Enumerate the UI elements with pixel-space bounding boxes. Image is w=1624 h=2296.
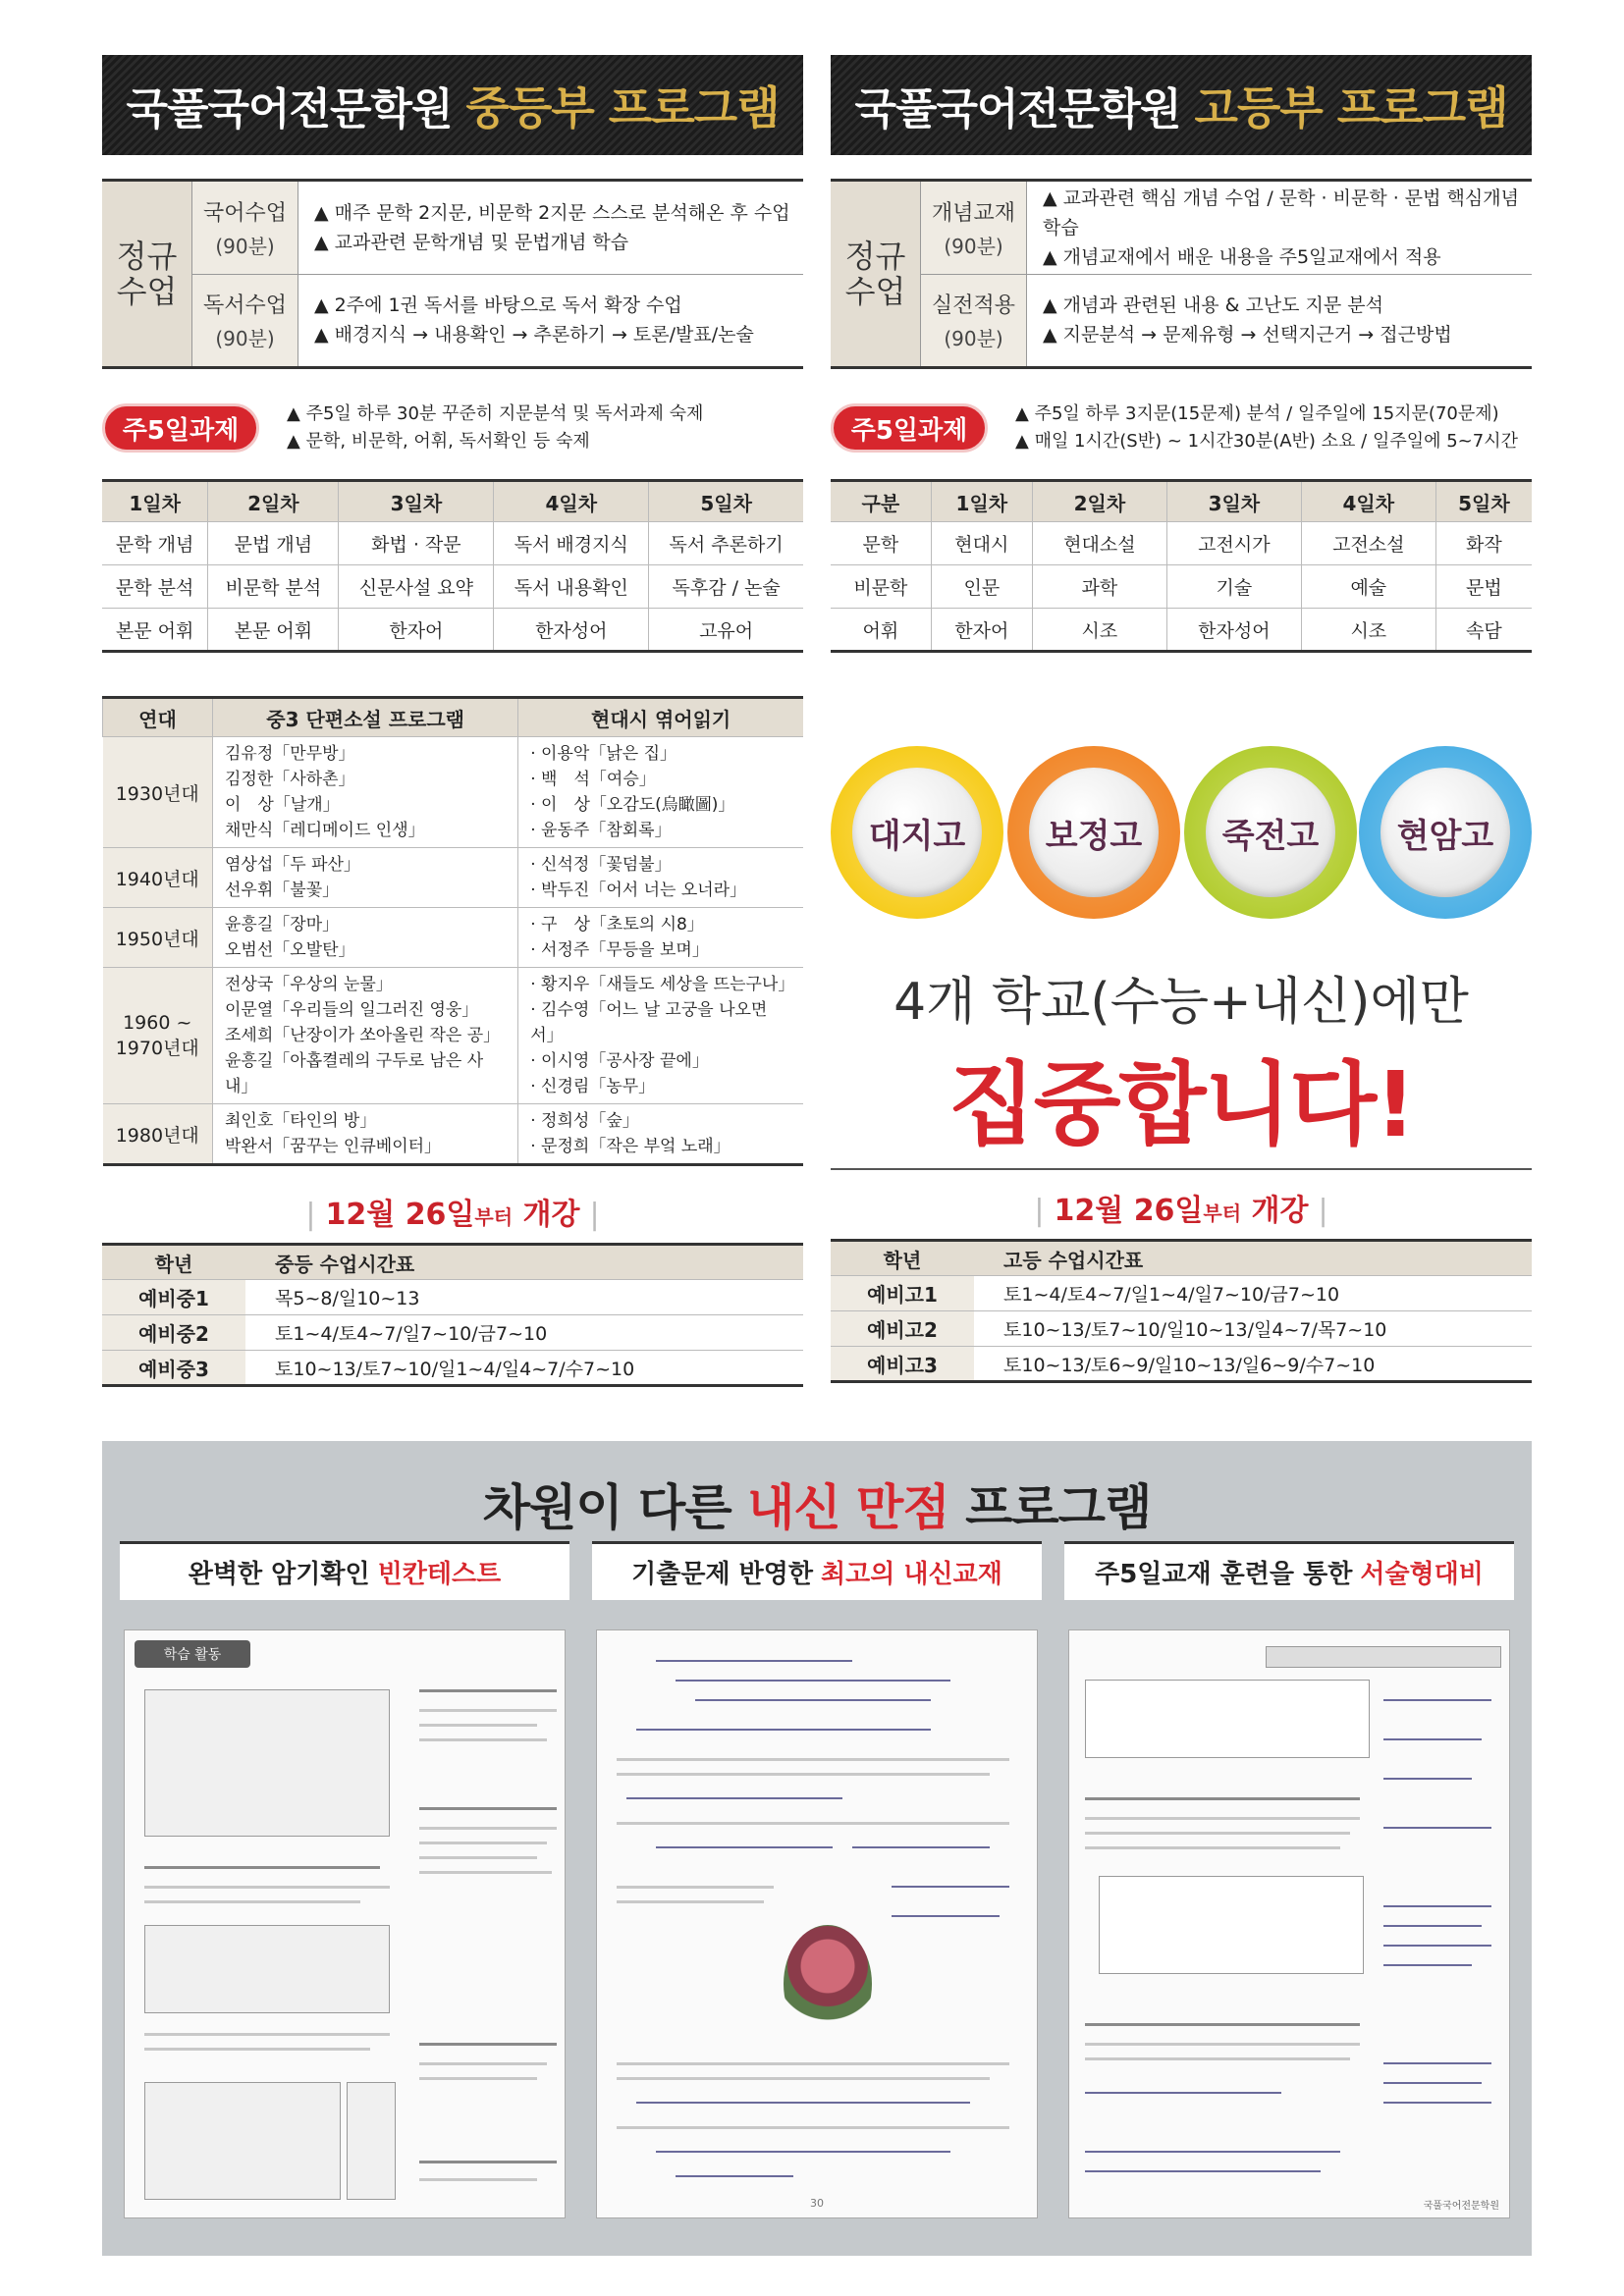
- banner-highlight: 고등부 프로그램: [1194, 81, 1508, 134]
- flower-illustration: [784, 1925, 872, 2043]
- essay-prep-panel: [1064, 1541, 1514, 2236]
- table-row: 1980년대 최인호「타인의 방」 박완서「꿈꾸는 인큐베이터」 · 정희성「숲」 · 문정희「작은 부엌 노래」: [103, 1104, 804, 1165]
- homework-badge: 주5일과제: [102, 403, 259, 453]
- opening-date: | 12월 26일부터 개강 |: [305, 1198, 600, 1232]
- middle-school-schedule-table: 학년 중등 수업시간표 예비중1 목5~8/일10~13 예비중2 토1~4/토4~7/일7~10/금7~10 예비중3 토10~13/토7~10/일1~4/일4~7/수7~10: [102, 1243, 803, 1387]
- workbook-preview: [1068, 1629, 1510, 2218]
- regular-class-header: 정규 수업: [831, 182, 921, 366]
- panel-tab: 주5일교재 훈련을 통한 서술형대비: [1064, 1541, 1514, 1600]
- table-row: 예비고3 토10~13/토6~9/일10~13/일6~9/수7~10: [831, 1347, 1532, 1382]
- table-row: 1960 ~ 1970년대 전상국「우상의 눈물」 이문열「우리들의 일그러진 영웅」 조세희「난장이가 쏘아올린 작은 공」 윤흥길「아홉켤레의 구두로 남은 사내」 · 황지우「새들도 세상을 뜨는구나」 · 김수영「어느 날 고궁을 나오면서」 · 이시영「공사장 끝에」 · 신경림「농무」: [103, 968, 804, 1104]
- panel-tab: 기출문제 반영한 최고의 내신교재: [592, 1541, 1042, 1600]
- bottom-title: 차원이 다른 내신 만점 프로그램: [482, 1479, 1152, 1536]
- weekly-homework-table: 구분 1일차 2일차 3일차 4일차 5일차 문학 현대시 현대소설 고전시가 고전소설 화작 비문학 인문 과학 기술 예술 문법 어휘 한자어 시조 한자성어 시조 속담: [831, 479, 1532, 653]
- table-row: 문학 분석 비문학 분석 신문사설 요약 독서 내용확인 독후감 / 논술: [102, 565, 803, 609]
- homework-section: 주5일과제 ▲ 주5일 하루 30분 꾸준히 지문분석 및 독서과제 숙제 ▲ 문학, 비문학, 어휘, 독서확인 등 숙제: [102, 399, 803, 457]
- activity-badge: 학습 활동: [135, 1640, 250, 1668]
- school-circles: [831, 746, 1532, 952]
- regular-class-row: 개념교재 (90분) ▲ 교과관련 핵심 개념 수업 / 문학 · 비문학 · 문법 핵심개념 학습 ▲ 개념교재에서 배운 내용을 주5일교재에서 적용: [921, 182, 1532, 274]
- middle-school-column: [102, 55, 803, 1387]
- panel-tab: 완벽한 암기확인 빈칸테스트: [120, 1541, 569, 1600]
- regular-class-table: [102, 179, 803, 369]
- high-school-schedule: [831, 1186, 1532, 1383]
- table-row: 본문 어휘 본문 어휘 한자어 한자성어 고유어: [102, 609, 803, 652]
- table-row: 예비고1 토1~4/토4~7/일1~4/일7~10/금7~10: [831, 1276, 1532, 1311]
- reading-program-table: 연대 중3 단편소설 프로그램 현대시 엮어읽기 1930년대 김유정「만무방」 김정한「사하촌」 이 상「날개」 채만식「레디메이드 인생」 · 이용악「낡은 집」 · 백 석「여승」 · 이 상「오감도(烏瞰圖)」 · 윤동주「참회록」 1940년대 염상섭「두 파산」 선우휘「불꽃」 · 신석정「꽃덤불」 · 박두진「어서 너는 오너라」 1950년대 윤흥길「장마」 오범선「오발탄」 · 구 상「초토의 시8」 · 서정주「무등을 보며」 1960 ~ 1970년대 전상국「우상의 눈물」 이문열「우리들의 일그러진 영웅」 조세희「난장이가 쏘아올린 작은 공」 윤흥길「아홉켤레의 구두로 남은 사내」 · 황지우「새들도 세상을 뜨는구나」 · 김수영「어느 날 고궁을 나오면서」 · 이시영「공사장 끝에」 · 신경림「농무」 1980년대 최인호「타인의 방」 박완서「꿈꾸는 인큐베이터」 · 정희성「숲」 · 문정희「작은 부엌 노래」: [102, 696, 803, 1166]
- school-circle: 보정고: [1007, 746, 1180, 919]
- banner-prefix: 국풀국어전문학원: [126, 84, 453, 134]
- high-school-schedule-table: 학년 고등 수업시간표 예비고1 토1~4/토4~7/일1~4/일7~10/금7~10 예비고2 토10~13/토7~10/일10~13/일4~7/목7~10 예비고3 토10~13/토6~9/일10~13/일6~9/수7~10: [831, 1239, 1532, 1383]
- worksheet-preview: [124, 1629, 566, 2218]
- table-row: 어휘 한자어 시조 한자성어 시조 속담: [831, 609, 1532, 652]
- banner-highlight: 중등부 프로그램: [465, 81, 780, 134]
- school-circle: 대지고: [831, 746, 1003, 919]
- textbook-panel: [592, 1541, 1042, 2236]
- banner-prefix: 국풀국어전문학원: [854, 84, 1181, 134]
- school-circle: 죽전고: [1184, 746, 1357, 919]
- bottom-program-section: [102, 1441, 1532, 2256]
- blank-test-panel: [120, 1541, 569, 2236]
- table-row: 1930년대 김유정「만무방」 김정한「사하촌」 이 상「날개」 채만식「레디메이드 인생」 · 이용악「낡은 집」 · 백 석「여승」 · 이 상「오감도(烏瞰圖)」 · 윤동주「참회록」: [103, 737, 804, 848]
- annotated-textbook-preview: [596, 1629, 1038, 2218]
- workbook-footer: 국풀국어전문학원: [1423, 2201, 1499, 2212]
- table-row: 예비중3 토10~13/토7~10/일1~4/일4~7/수7~10: [102, 1351, 803, 1386]
- slogan-main: 집중합니다!: [947, 1052, 1415, 1157]
- divider: [831, 1168, 1532, 1170]
- table-row: 문학 현대시 현대소설 고전시가 고전소설 화작: [831, 522, 1532, 565]
- high-school-column: [831, 55, 1532, 653]
- table-row: 1950년대 윤흥길「장마」 오범선「오발탄」 · 구 상「초토의 시8」 · 서정주「무등을 보며」: [103, 908, 804, 968]
- table-row: 1940년대 염상섭「두 파산」 선우휘「불꽃」 · 신석정「꽃덤불」 · 박두진「어서 너는 오너라」: [103, 848, 804, 908]
- opening-date: | 12월 26일부터 개강 |: [1034, 1194, 1328, 1228]
- school-circle: 현암고: [1359, 746, 1532, 919]
- regular-class-table: [831, 179, 1532, 369]
- table-row: 예비고2 토10~13/토7~10/일10~13/일4~7/목7~10: [831, 1311, 1532, 1347]
- regular-class-header: 정규 수업: [102, 182, 192, 366]
- regular-class-row: 독서수업 (90분) ▲ 2주에 1권 독서를 바탕으로 독서 확장 수업 ▲ 배경지식 → 내용확인 → 추론하기 → 토론/발표/논술: [192, 274, 803, 367]
- table-row: 예비중2 토1~4/토4~7/일7~10/금7~10: [102, 1315, 803, 1351]
- weekly-homework-table: 1일차 2일차 3일차 4일차 5일차 문학 개념 문법 개념 화법 · 작문 독서 배경지식 독서 추론하기 문학 분석 비문학 분석 신문사설 요약 독서 내용확인 독후감 / 논술 본문 어휘 본문 어휘 한자어 한자성어 고유어: [102, 479, 803, 653]
- page-number: 30: [810, 2197, 824, 2210]
- table-row: 문학 개념 문법 개념 화법 · 작문 독서 배경지식 독서 추론하기: [102, 522, 803, 565]
- table-row: 비문학 인문 과학 기술 예술 문법: [831, 565, 1532, 609]
- homework-section: 주5일과제 ▲ 주5일 하루 3지문(15문제) 분석 / 일주일에 15지문(70문제) ▲ 매일 1시간(S반) ~ 1시간30분(A반) 소요 / 일주일에 5~7시간: [831, 399, 1532, 457]
- regular-class-row: 국어수업 (90분) ▲ 매주 문학 2지문, 비문학 2지문 스스로 분석해온 후 수업 ▲ 교과관련 문학개념 및 문법개념 학습: [192, 182, 803, 274]
- high-school-banner: [831, 55, 1532, 155]
- middle-school-banner: [102, 55, 803, 155]
- regular-class-row: 실전적용 (90분) ▲ 개념과 관련된 내용 & 고난도 지문 분석 ▲ 지문분석 → 문제유형 → 선택지근거 → 접근방법: [921, 274, 1532, 367]
- homework-badge: 주5일과제: [831, 403, 988, 453]
- table-row: 예비중1 목5~8/일10~13: [102, 1280, 803, 1315]
- slogan-subtitle: 4개 학교(수능+내신)에만: [893, 973, 1469, 1032]
